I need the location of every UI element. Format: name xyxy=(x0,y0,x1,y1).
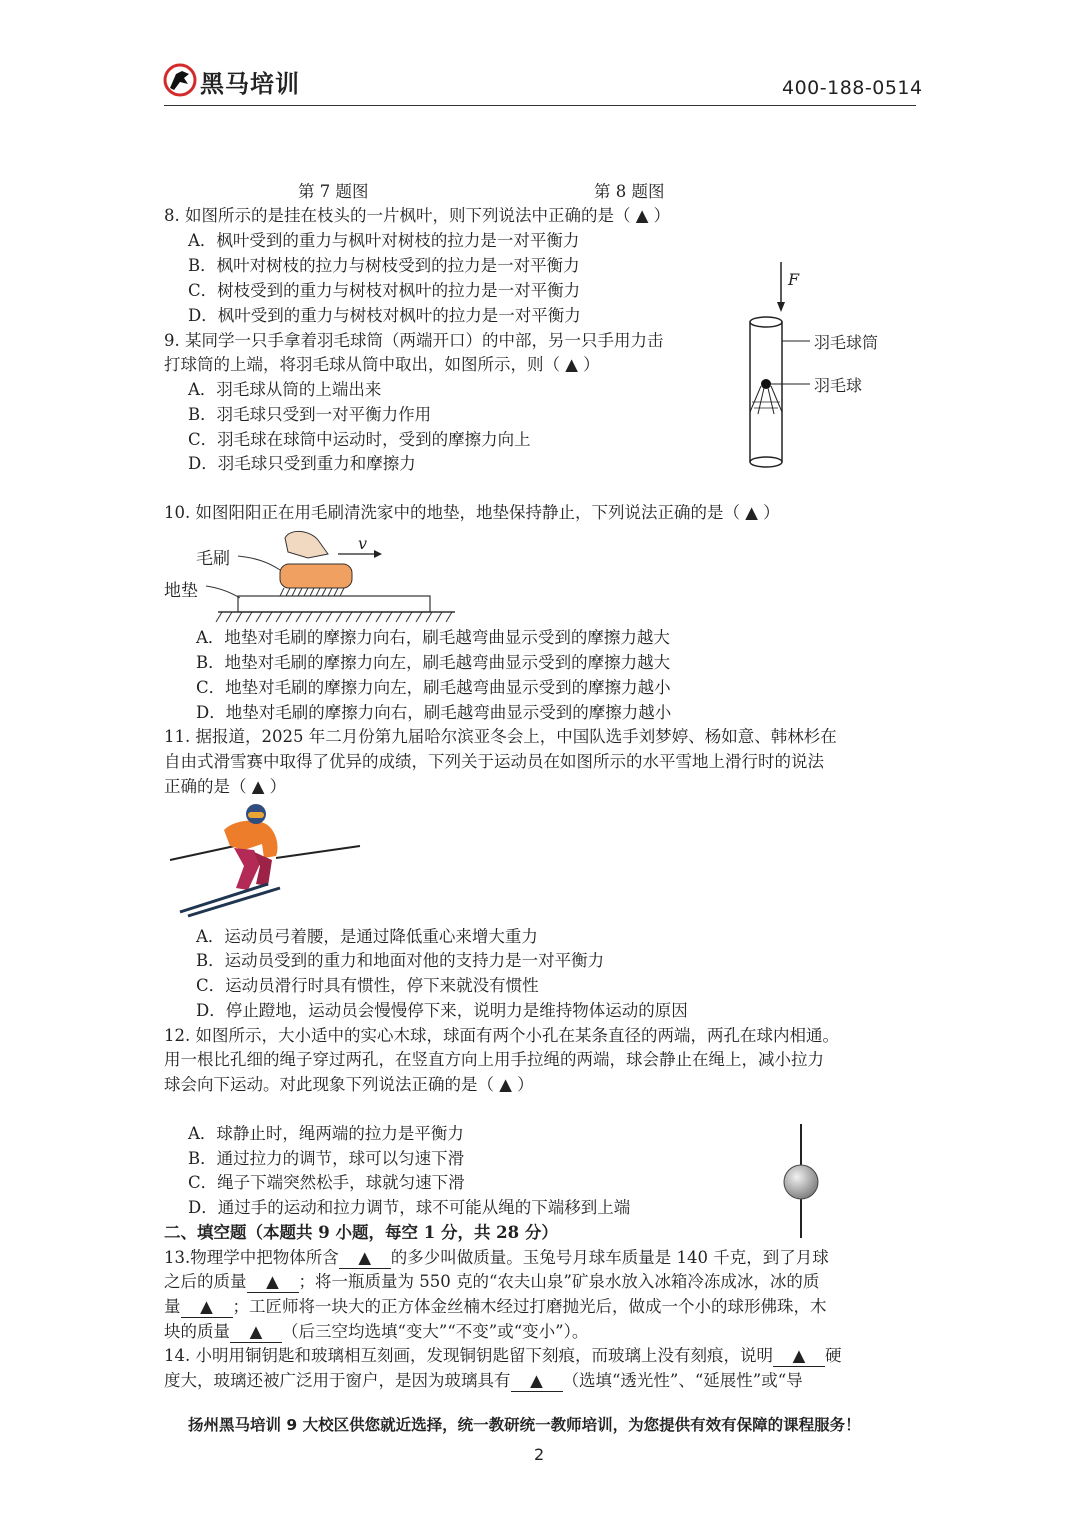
ball-on-rope-diagram xyxy=(780,1122,824,1242)
q13-blank-3[interactable]: ▲ xyxy=(181,1297,233,1318)
brand-logo xyxy=(162,62,342,102)
q13-blank-1[interactable]: ▲ xyxy=(339,1248,391,1269)
fig8-caption: 第 8 题图 xyxy=(594,182,665,201)
force-f-label: F xyxy=(788,270,800,289)
q10-option-b: B．地垫对毛刷的摩擦力向左，刷毛越弯曲显示受到的摩擦力越大 xyxy=(196,653,671,672)
q13-text-4b: （后三空均选填“变大”“不变”或“变小”）。 xyxy=(282,1322,589,1341)
q9-option-d: D．羽毛球只受到重力和摩擦力 xyxy=(188,454,416,473)
q11-stem-line3: 正确的是（ ▲ ） xyxy=(164,777,287,796)
q10-stem: 10. 如图阳阳正在用毛刷清洗家中的地垫，地垫保持静止，下列说法正确的是（ ▲ ） xyxy=(164,503,780,522)
q8-option-d: D．枫叶受到的重力与树枝对枫叶的拉力是一对平衡力 xyxy=(188,306,581,325)
q10-figure xyxy=(160,528,460,628)
skier-illustration xyxy=(164,800,364,920)
q12-option-d: D．通过手的运动和拉力调节，球不可能从绳的下端移到上端 xyxy=(188,1198,631,1217)
horse-logo-icon xyxy=(162,62,198,98)
tube-label: 羽毛球筒 xyxy=(814,333,879,352)
q8-option-a: A．枫叶受到的重力与枫叶对树枝的拉力是一对平衡力 xyxy=(188,231,580,250)
shuttlecock-label: 羽毛球 xyxy=(814,376,863,395)
q10-option-d: D．地垫对毛刷的摩擦力向右，刷毛越弯曲显示受到的摩擦力越小 xyxy=(196,703,672,722)
q12-stem-line1: 12. 如图所示，大小适中的实心木球，球面有两个小孔在某条直径的两端，两孔在球内相通。 xyxy=(164,1026,839,1045)
q13-line2 xyxy=(164,1270,819,1294)
q14-line2 xyxy=(164,1369,803,1393)
q9-stem-line2: 打球筒的上端，将羽毛球从筒中取出，如图所示，则（ ▲ ） xyxy=(164,355,600,374)
q14-text-1a: 14. 小明用铜钥匙和玻璃相互刻画，发现铜钥匙留下刻痕，而玻璃上没有刻痕，说明 xyxy=(164,1346,773,1365)
q13-line1 xyxy=(164,1246,829,1270)
q13-text-3a: 量 xyxy=(164,1297,181,1316)
q13-text-4a: 块的质量 xyxy=(164,1322,230,1341)
q13-text-1a: 13.物理学中把物体所含 xyxy=(164,1248,339,1267)
q14-text-2a: 度大，玻璃还被广泛用于窗户，是因为玻璃具有 xyxy=(164,1371,511,1390)
q14-blank-1[interactable]: ▲ xyxy=(773,1346,825,1367)
q12-option-c: C．绳子下端突然松手，球就匀速下滑 xyxy=(188,1173,465,1192)
shuttle-tube-diagram xyxy=(730,262,910,477)
header-divider xyxy=(164,105,916,106)
mat-label: 地垫 xyxy=(164,581,198,601)
q9-option-a: A．羽毛球从筒的上端出来 xyxy=(188,380,382,399)
brush-mat-diagram xyxy=(160,528,460,628)
q13-text-2a: 之后的质量 xyxy=(164,1272,247,1291)
q12-option-a: A．球静止时，绳两端的拉力是平衡力 xyxy=(188,1124,464,1143)
q14-text-1b: 硬 xyxy=(825,1346,842,1365)
q13-text-1b: 的多少叫做质量。玉兔号月球车质量是 140 千克，到了月球 xyxy=(390,1248,829,1267)
fig7-caption: 第 7 题图 xyxy=(298,182,369,201)
q12-stem-line2: 用一根比孔细的绳子穿过两孔，在竖直方向上用手拉绳的两端，球会静止在绳上，减小拉力 xyxy=(164,1050,824,1069)
q9-option-c: C．羽毛球在球筒中运动时，受到的摩擦力向上 xyxy=(188,430,531,449)
q13-text-3b: ；工匠师将一块大的正方体金丝楠木经过打磨抛光后，做成一个小的球形佛珠，木 xyxy=(232,1297,827,1316)
q8-option-b: B．枫叶对树枝的拉力与树枝受到的拉力是一对平衡力 xyxy=(188,256,580,275)
page-number: 2 xyxy=(534,1445,545,1464)
q9-stem-line1: 9. 某同学一只手拿着羽毛球筒（两端开口）的中部，另一只手用力击 xyxy=(164,331,664,350)
q11-skier-figure xyxy=(164,800,364,920)
q9-figure xyxy=(730,262,910,477)
q12-option-b: B．通过拉力的调节，球可以匀速下滑 xyxy=(188,1149,465,1168)
q10-option-c: C．地垫对毛刷的摩擦力向左，刷毛越弯曲显示受到的摩擦力越小 xyxy=(196,678,671,697)
q13-blank-2[interactable]: ▲ xyxy=(247,1272,299,1293)
q11-stem-line1: 11. 据报道，2025 年二月份第九届哈尔滨亚冬会上，中国队选手刘梦婷、杨如意、韩林杉在 xyxy=(164,727,837,746)
section2-title: 二、填空题（本题共 9 小题，每空 1 分，共 28 分） xyxy=(164,1223,558,1242)
brand-name: 黑马培训 xyxy=(200,70,300,98)
footer-slogan: 扬州黑马培训 9 大校区供您就近选择，统一教研统一教师培训，为您提供有效有保障的课程服务！ xyxy=(188,1416,861,1434)
q11-option-b: B．运动员受到的重力和地面对他的支持力是一对平衡力 xyxy=(196,951,605,970)
q11-option-c: C．运动员滑行时具有惯性，停下来就没有惯性 xyxy=(196,976,539,995)
q13-blank-4[interactable]: ▲ xyxy=(230,1322,282,1343)
q12-stem-line3: 球会向下运动。对此现象下列说法正确的是（ ▲ ） xyxy=(164,1075,534,1094)
velocity-v-label: v xyxy=(358,534,368,553)
phone-number: 400-188-0514 xyxy=(782,77,923,99)
q10-option-a: A．地垫对毛刷的摩擦力向右，刷毛越弯曲显示受到的摩擦力越大 xyxy=(196,628,670,647)
q14-text-2b: （选填“透光性”、“延展性”或“导 xyxy=(562,1371,803,1390)
q12-figure xyxy=(780,1122,824,1242)
q13-line3 xyxy=(164,1295,827,1319)
q11-option-a: A．运动员弓着腰，是通过降低重心来增大重力 xyxy=(196,927,538,946)
q11-stem-line2: 自由式滑雪赛中取得了优异的成绩，下列关于运动员在如图所示的水平雪地上滑行时的说法 xyxy=(164,752,824,771)
q14-line1 xyxy=(164,1344,842,1368)
q14-blank-2[interactable]: ▲ xyxy=(511,1371,563,1392)
q13-line4 xyxy=(164,1320,588,1344)
q8-option-c: C．树枝受到的重力与树枝对枫叶的拉力是一对平衡力 xyxy=(188,281,581,300)
q11-option-d: D．停止蹬地，运动员会慢慢停下来，说明力是维持物体运动的原因 xyxy=(196,1001,688,1020)
brush-label: 毛刷 xyxy=(196,549,230,569)
q9-option-b: B．羽毛球只受到一对平衡力作用 xyxy=(188,405,432,424)
q8-stem: 8. 如图所示的是挂在枝头的一片枫叶，则下列说法中正确的是（ ▲ ） xyxy=(164,206,671,225)
q13-text-2b: ；将一瓶质量为 550 克的“农夫山泉”矿泉水放入冰箱冷冻成冰，冰的质 xyxy=(298,1272,820,1291)
